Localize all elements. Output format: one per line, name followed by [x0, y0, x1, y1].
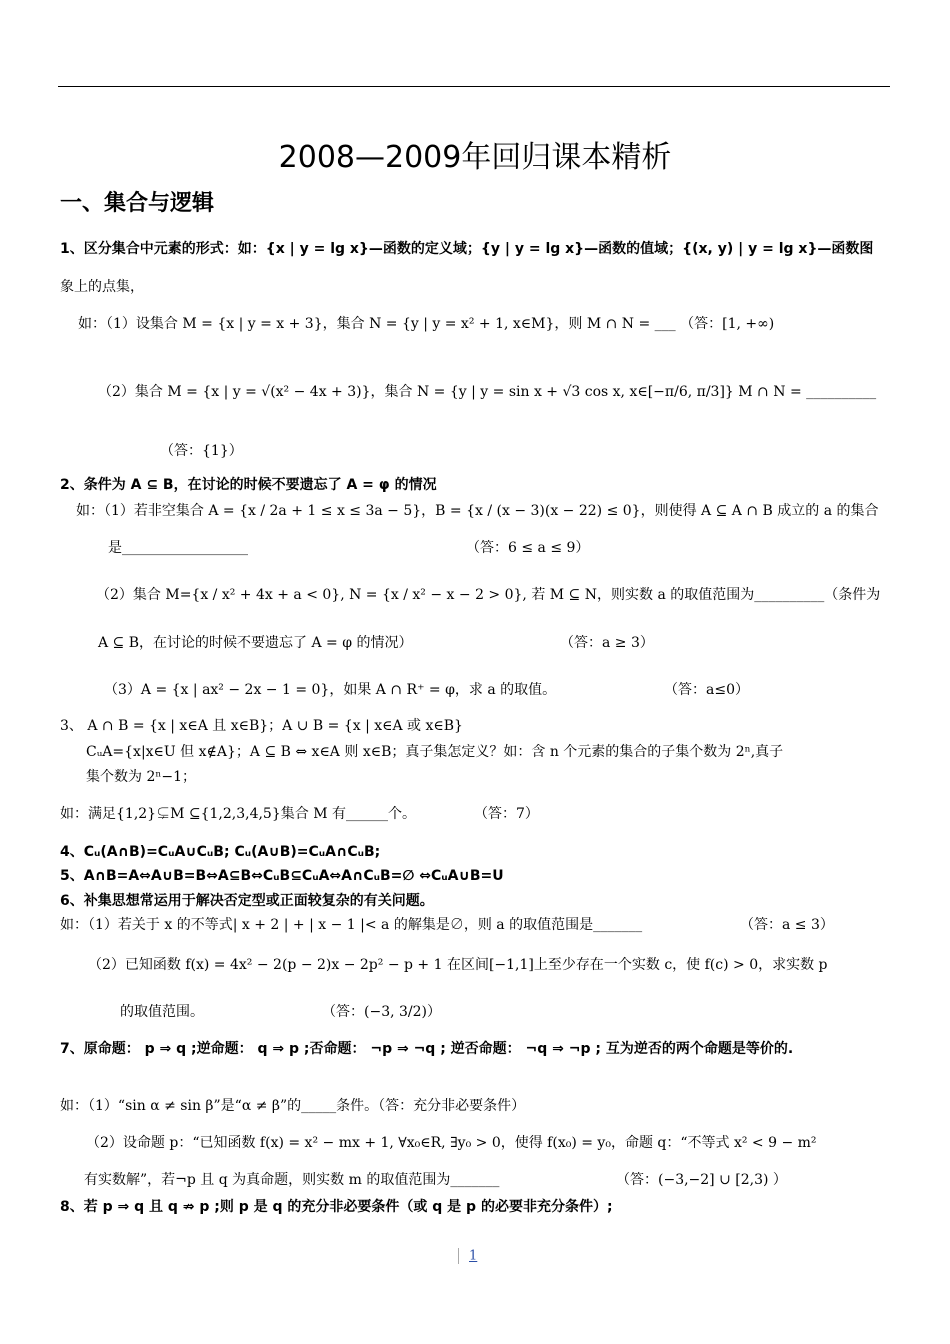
item-2-heading: 2、条件为 A ⊆ B，在讨论的时候不要遗忘了 A = φ 的情况: [60, 477, 437, 493]
item-3-line-c: 集个数为 2ⁿ−1；: [86, 769, 197, 785]
item-7-example-2-answer: （答：(−3,−2] ∪ [2,3) ）: [616, 1172, 787, 1188]
item-6: 6、补集思想常运用于解决否定型或正面较复杂的有关问题。: [60, 893, 434, 909]
item-2-example-1-blank: 是__________________: [108, 540, 248, 556]
item-2-example-3: （3）A = {x | ax² − 2x − 1 = 0}，如果 A ∩ R⁺ = φ，求 a 的取值。: [104, 682, 557, 698]
item-3-line-b: CᵤA={x|x∈U 但 x∉A}；A ⊆ B ⇔ x∈A 则 x∈B；真子集怎定义？如：含 n 个元素的集合的子集个数为 2ⁿ,真子: [86, 744, 784, 760]
item-3-example: 如：满足{1,2}⊊M ⊆{1,2,3,4,5}集合 M 有______个。: [60, 806, 416, 822]
item-1-example-2: （2）集合 M = {x | y = √(x² − 4x + 3)}，集合 N = {y | y = sin x + √3 cos x, x∈[−π/6, π/3]} M ∩ N = __________: [98, 384, 877, 400]
item-4: 4、Cᵤ(A∩B)=CᵤA∪CᵤB; Cᵤ(A∪B)=CᵤA∩CᵤB;: [60, 844, 381, 860]
item-6-example-2: （2）已知函数 f(x) = 4x² − 2(p − 2)x − 2p² − p + 1 在区间[−1,1]上至少存在一个实数 c，使 f(c) > 0，求实数 p: [88, 957, 828, 973]
footer-divider: [458, 1248, 459, 1264]
item-6-example-2-answer: （答：(−3, 3/2)）: [322, 1004, 441, 1020]
item-7-example-2-cont: 有实数解”，若¬p 且 q 为真命题，则实数 m 的取值范围为_______: [84, 1172, 500, 1188]
page-footer: [458, 1248, 477, 1264]
item-2-example-3-answer: （答：a≤0）: [664, 682, 749, 698]
item-8: 8、若 p ⇒ q 且 q ⇏ p ;则 p 是 q 的充分非必要条件（或 q 是 p 的必要非充分条件）;: [60, 1199, 613, 1215]
item-1-example-1: 如：（1）设集合 M = {x | y = x + 3}，集合 N = {y | y = x² + 1, x∈M}，则 M ∩ N = ___ （答：[1, +∞): [78, 316, 775, 332]
item-1-line-b: 象上的点集，: [60, 279, 144, 295]
item-7-example-2: （2）设命题 p：“已知函数 f(x) = x² − mx + 1, ∀x₀∈R, ∃y₀ > 0，使得 f(x₀) = y₀，命题 q：“不等式 x² < 9 − m²: [86, 1135, 817, 1151]
item-2-example-2: （2）集合 M={x / x² + 4x + a < 0}, N = {x / x² − x − 2 > 0}, 若 M ⊆ N，则实数 a 的取值范围为__________（条件为: [96, 587, 881, 603]
item-1-answer: （答：{1}）: [160, 443, 243, 459]
header-rule: [58, 86, 890, 87]
page-number[interactable]: 1: [469, 1248, 478, 1264]
item-7: 7、原命题： p ⇒ q ;逆命题： q ⇒ p ;否命题： ¬p ⇒ ¬q ; 逆否命题： ¬q ⇒ ¬p ; 互为逆否的两个命题是等价的.: [60, 1041, 794, 1057]
item-3-answer: （答：7）: [474, 806, 539, 822]
item-2-example-2-answer: （答：a ≥ 3）: [560, 635, 654, 651]
item-6-example-2-cont: 的取值范围。: [120, 1004, 204, 1020]
item-2-example-1: 如：（1）若非空集合 A = {x / 2a + 1 ≤ x ≤ 3a − 5}，B = {x / (x − 3)(x − 22) ≤ 0}，则使得 A ⊆ A ∩ B 成立的 a 的集合: [76, 503, 879, 519]
item-2-example-2-note: A ⊆ B，在讨论的时候不要遗忘了 A = φ 的情况）: [98, 635, 413, 651]
item-6-example-1-answer: （答：a ≤ 3）: [740, 917, 834, 933]
section-heading: 一、集合与逻辑: [60, 191, 215, 216]
item-6-example-1: 如：（1）若关于 x 的不等式| x + 2 | + | x − 1 |< a 的解集是∅，则 a 的取值范围是_______: [60, 917, 643, 933]
item-1-line-a: 1、区分集合中元素的形式：如：{x | y = lg x}—函数的定义域；{y | y = lg x}—函数的值域；{(x, y) | y = lg x}—函数图: [60, 241, 874, 257]
item-5: 5、A∩B=A⇔A∪B=B⇔A⊆B⇔CᵤB⊆CᵤA⇔A∩CᵤB=∅ ⇔CᵤA∪B=U: [60, 868, 504, 884]
item-7-example-1: 如：（1）“sin α ≠ sin β”是“α ≠ β”的_____条件。（答：充分非必要条件）: [60, 1098, 526, 1114]
item-3-line-a: 3、 A ∩ B = {x | x∈A 且 x∈B}；A ∪ B = {x | x∈A 或 x∈B}: [60, 718, 463, 734]
page-title: 2008—2009年回归课本精析: [278, 140, 672, 175]
item-2-example-1-answer: （答：6 ≤ a ≤ 9）: [466, 540, 590, 556]
